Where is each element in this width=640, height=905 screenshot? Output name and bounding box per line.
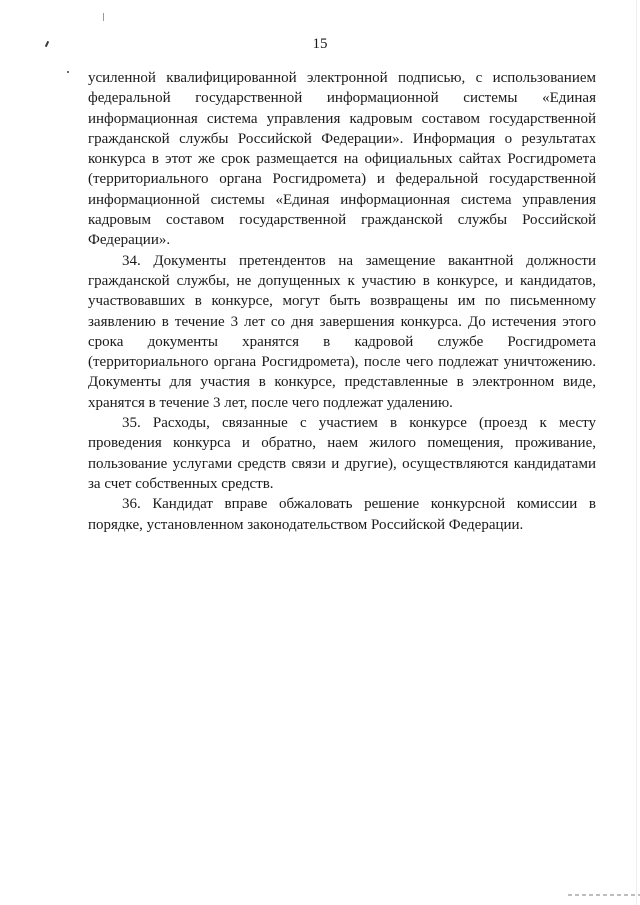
paragraph-35: 35. Расходы, связанные с участием в конкурсе (проезд к месту проведения конкурса и обратно, наем жилого помещения, проживание, пользование услугами средств связи и другие), осуществляются кандидатами за счет собственных средств. [88, 415, 596, 492]
scan-artifact-right-edge [636, 0, 637, 905]
page-number: 15 [312, 36, 328, 52]
paragraph-36: 36. Кандидат вправе обжаловать решение конкурсной комиссии в порядке, установленном законодательством Российской Федерации. [88, 496, 596, 533]
scan-artifact-top [103, 13, 104, 21]
paragraph-continuation: усиленной квалифицированной электронной подписью, с использованием федеральной государственной информационной системы «Единая информационная система управления кадровым составом государственной гражданской службы Российской Федерации». Информация о результатах конкурса в этот же срок размещается на официальных сайтах Росгидромета (территориального органа Росгидромета) и федеральной государственной информационной системы «Единая информационная система управления кадровым составом государственной гражданской службы Российской Федерации». [88, 70, 596, 249]
scan-artifact-dot [67, 71, 69, 73]
document-body [88, 68, 596, 535]
scan-artifact-bottom-edge [568, 894, 640, 896]
paragraph-34: 34. Документы претендентов на замещение вакантной должности гражданской службы, не допущенных к участию в конкурсе, и кандидатов, участвовавших в конкурсе, могут быть возвращены им по письменному заявлению в течение 3 лет со дня завершения конкурса. До истечения этого срока документы хранятся в кадровой службе Росгидромета (территориального органа Росгидромета), после чего подлежат уничтожению. Документы для участия в конкурсе, представленные в электронном виде, хранятся в течение 3 лет, после чего подлежат удалению. [88, 252, 596, 411]
